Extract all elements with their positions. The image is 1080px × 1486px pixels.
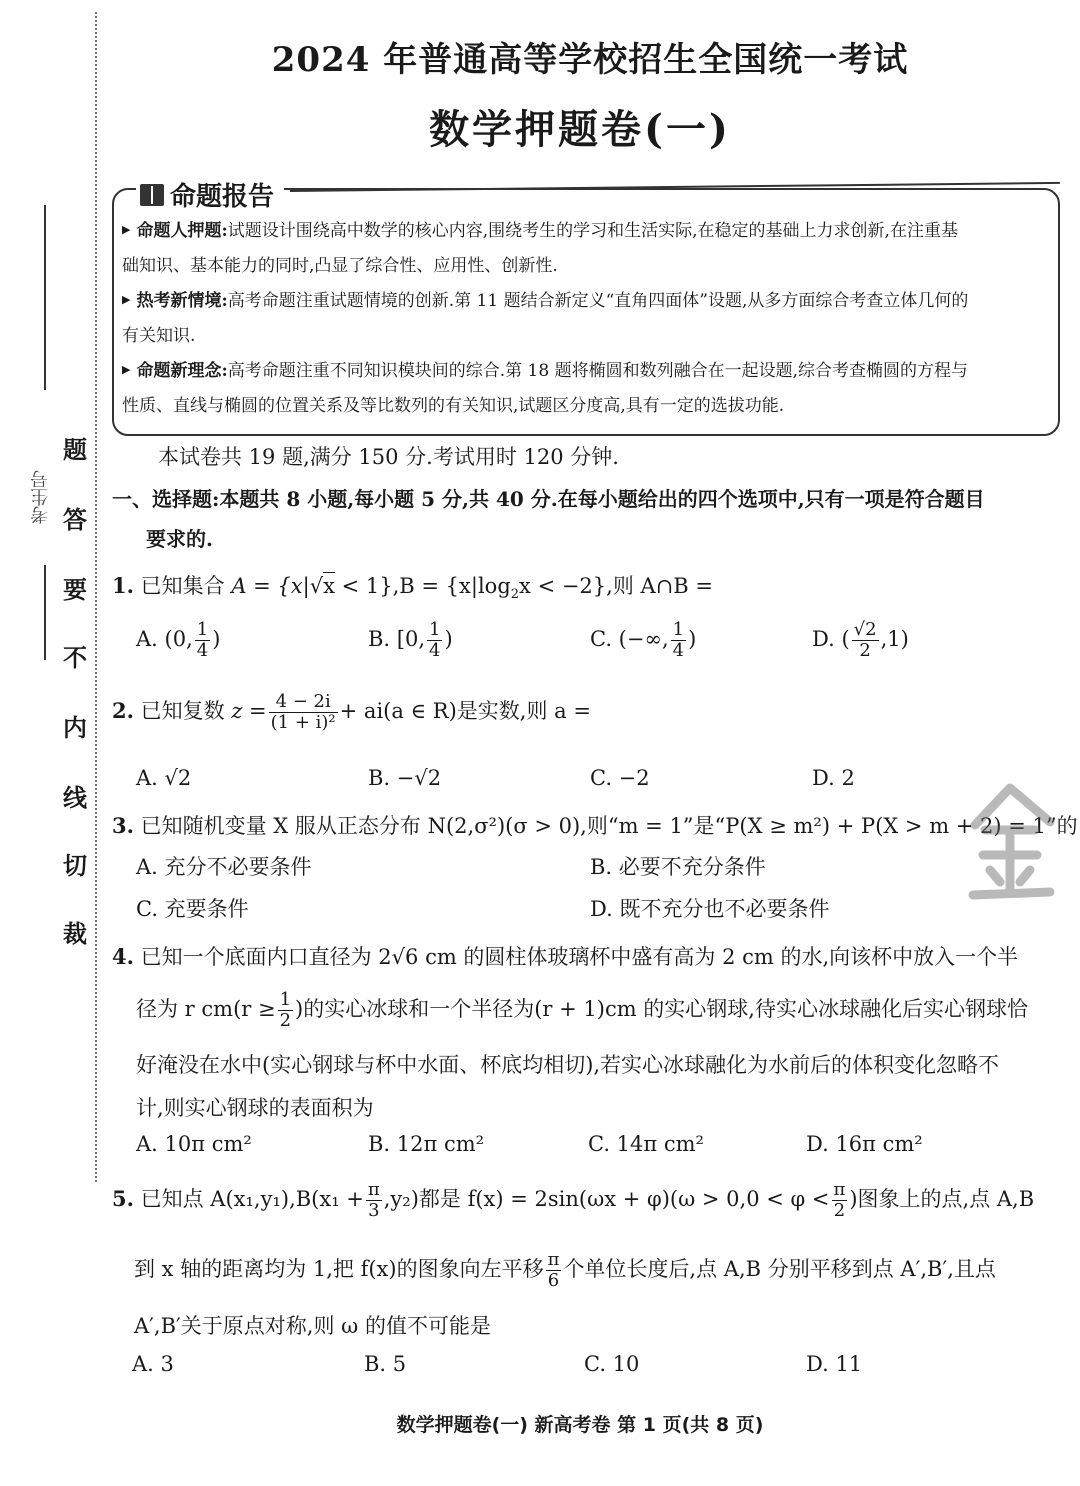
frac-num: π	[367, 1179, 380, 1200]
report-item-text: 试题设计围绕高中数学的核心内容,围绕考生的学习和生活实际,在稳定的基础上力求创新,在注重基	[227, 221, 958, 241]
report-item-2	[122, 282, 1050, 354]
binding-dotted-line	[95, 12, 97, 1182]
option-prefix: A. (0,	[136, 627, 193, 651]
q5-line1-c: )图象上的点,点 A,B	[849, 1187, 1035, 1211]
book-icon	[140, 184, 164, 206]
q2-option-a: A. √2	[136, 766, 192, 790]
frac-den: 3	[368, 1200, 380, 1221]
frac-den: 6	[547, 1270, 560, 1291]
frac-den: 4	[196, 640, 209, 661]
report-item-label: 命题新理念:	[136, 361, 228, 381]
q2-tail: + ai(a ∈ R)是实数,则 a =	[339, 699, 591, 723]
paper-title: 数学押题卷(一)	[429, 106, 731, 153]
question-3	[112, 810, 1078, 840]
report-item-text: 高考命题注重试题情境的创新.第 11 题结合新定义“直角四面体”设题,从多方面综合考查立体几何的	[227, 291, 969, 311]
watermark-stamp-icon	[955, 780, 1065, 910]
fraction	[832, 1180, 848, 1221]
section-heading-cont: 要求的.	[146, 527, 213, 551]
q1-set-a-end: < 1}	[334, 574, 393, 598]
q4-line2-start: 径为 r cm(r ≥	[136, 997, 276, 1021]
report-item-label: 命题人押题:	[136, 221, 228, 241]
frac-num: π	[547, 1249, 560, 1270]
q3-option-b: B. 必要不充分条件	[590, 855, 766, 879]
q2-option-d: D. 2	[812, 766, 855, 790]
q4-line4: 计,则实心钢球的表面积为	[136, 1096, 374, 1120]
question-number: 5.	[112, 1186, 134, 1211]
margin-char-4: 不	[63, 643, 87, 672]
report-item-text-cont: 有关知识.	[122, 326, 196, 346]
option-suffix: )	[444, 627, 453, 651]
q1-option-b	[368, 620, 453, 661]
fraction	[852, 620, 879, 661]
exam-intro: 本试卷共 19 题,满分 150 分.考试用时 120 分钟.	[158, 445, 619, 469]
page-footer: 数学押题卷(一) 新高考卷 第 1 页(共 8 页)	[396, 1414, 764, 1436]
margin-char-1: 题	[63, 435, 87, 464]
q5-line3: A′,B′关于原点对称,则 ω 的值不可能是	[134, 1314, 491, 1338]
question-4	[112, 941, 1018, 971]
q4-option-a: A. 10π cm²	[136, 1132, 252, 1156]
frac-den: 2	[833, 1200, 846, 1221]
exam-title: 2024 年普通高等学校招生全国统一考试	[271, 40, 909, 80]
frac-num: 4 − 2i	[269, 692, 338, 713]
q4-line2-end: )的实心冰球和一个半径为(r + 1)cm 的实心钢球,待实心冰球融化后实心钢球恰	[295, 997, 1028, 1021]
question-number: 2.	[112, 698, 134, 723]
option-suffix: )	[688, 627, 697, 651]
q1-option-c	[590, 620, 696, 661]
report-item-1	[122, 212, 1050, 284]
q2-option-c: C. −2	[590, 766, 650, 790]
margin-char-3: 要	[63, 575, 87, 604]
fraction	[195, 620, 210, 661]
margin-char-2: 答	[63, 505, 87, 534]
candidate-number-label: 考生号	[30, 470, 51, 524]
q2-option-b: B. −√2	[368, 766, 442, 790]
question-number: 4.	[112, 944, 134, 969]
question-number: 3.	[112, 813, 134, 838]
q2-z-eq: z =	[231, 699, 267, 723]
section-heading: 一、选择题:本题共 8 小题,每小题 5 分,共 40 分.在每小题给出的四个选项中,只有一项是符合题目	[112, 487, 985, 511]
frac-num: 1	[429, 619, 441, 640]
q1-log-base: 2	[510, 587, 520, 603]
fraction	[546, 1250, 562, 1291]
triangle-bullet-icon: ▶	[122, 363, 131, 376]
margin-rule-top	[44, 205, 46, 390]
q5-line2	[134, 1250, 996, 1291]
frac-den: 4	[672, 640, 685, 661]
frac-num: π	[833, 1179, 846, 1200]
q1-set-b: ,B = {x|log	[392, 574, 511, 598]
q4-line1: 已知一个底面内口直径为 2√6 cm 的圆柱体玻璃杯中盛有高为 2 cm 的水,向该杯中放入一个半	[140, 945, 1019, 969]
q5-line2-start: 到 x 轴的距离均为 1,把 f(x)的图象向左平移	[134, 1257, 544, 1281]
triangle-bullet-icon: ▶	[122, 223, 131, 236]
q4-line3: 好淹没在水中(实心钢球与杯中水面、杯底均相切),若实心冰球融化为水前后的体积变化忽略不	[136, 1053, 1000, 1077]
fraction	[671, 620, 686, 661]
fraction	[269, 692, 338, 733]
margin-rule-bottom	[44, 565, 46, 660]
q1-option-d	[812, 620, 909, 661]
question-2	[112, 692, 591, 733]
report-item-text-cont: 性质、直线与椭圆的位置关系及等比数列的有关知识,试题区分度高,具有一定的选拔功能.	[122, 396, 785, 416]
q4-option-c: C. 14π cm²	[588, 1132, 704, 1156]
report-item-3	[122, 352, 1050, 424]
q4-option-b: B. 12π cm²	[368, 1132, 485, 1156]
fraction	[427, 620, 442, 661]
q5-line1-a: 已知点 A(x₁,y₁),B(x₁ +	[140, 1187, 364, 1211]
option-suffix: ,1)	[880, 627, 909, 651]
q5-option-b: B. 5	[364, 1352, 407, 1376]
margin-char-6: 线	[63, 783, 87, 812]
frac-num: 1	[196, 619, 209, 640]
option-prefix: B. [0,	[368, 627, 426, 651]
margin-char-7: 切	[63, 851, 87, 880]
frac-num: 1	[279, 989, 292, 1010]
report-item-text: 高考命题注重不同知识模块间的综合.第 18 题将椭圆和数列融合在一起设题,综合考查椭圆的方程与	[227, 361, 968, 381]
q1-option-a	[136, 620, 220, 661]
q4-option-d: D. 16π cm²	[806, 1132, 923, 1156]
frac-num: √2	[853, 619, 877, 640]
q4-line2	[136, 990, 1028, 1031]
q3-option-c: C. 充要条件	[136, 897, 249, 921]
q5-option-a: A. 3	[132, 1352, 174, 1376]
question-1: 1. 已知集合 $A = \{x|√x < 1\},B = \{x|\log_2x < -2\}$,则 A∩B =	[112, 573, 713, 603]
frac-num: 1	[672, 619, 685, 640]
margin-char-5: 内	[63, 713, 87, 742]
q1-set-b-end: x < −2},则 A∩B =	[519, 574, 713, 598]
q5-option-c: C. 10	[584, 1352, 640, 1376]
report-heading	[136, 176, 284, 213]
q3-option-d: D. 既不充分也不必要条件	[590, 897, 830, 921]
frac-den: 2	[859, 640, 871, 661]
q2-lead: 已知复数	[140, 699, 225, 723]
q5-line1-b: ,y₂)都是 f(x) = 2sin(ωx + φ)(ω > 0,0 < φ <	[383, 1187, 830, 1211]
fraction	[278, 990, 293, 1031]
margin-char-8: 裁	[63, 919, 87, 948]
report-heading-text: 命题报告	[170, 182, 275, 212]
frac-den: 4	[429, 640, 441, 661]
frac-den: 2	[279, 1010, 292, 1031]
q1-lead: 已知集合	[140, 574, 225, 598]
report-item-label: 热考新情境:	[136, 291, 228, 311]
question-5	[112, 1180, 1034, 1221]
q5-line2-end: 个单位长度后,点 A,B 分别平移到点 A′,B′,且点	[563, 1257, 996, 1281]
option-prefix: D. (	[812, 627, 850, 651]
frac-den: (1 + i)²	[270, 712, 336, 733]
q3-text: 已知随机变量 X 服从正态分布 N(2,σ²)(σ > 0),则“m = 1”是“P(X ≥ m²) + P(X > m + 2) = 1”的	[140, 814, 1078, 838]
report-item-text-cont: 础知识、基本能力的同时,凸显了综合性、应用性、创新性.	[122, 256, 558, 276]
option-suffix: )	[212, 627, 221, 651]
q3-option-a: A. 充分不必要条件	[136, 855, 312, 879]
option-prefix: C. (−∞,	[590, 627, 669, 651]
q1-set-a: A = {x|	[231, 574, 310, 598]
triangle-bullet-icon: ▶	[122, 293, 131, 306]
q5-option-d: D. 11	[806, 1352, 863, 1376]
question-number: 1.	[112, 573, 134, 598]
fraction	[366, 1180, 382, 1221]
q1-sqrt-x: x	[323, 574, 335, 598]
